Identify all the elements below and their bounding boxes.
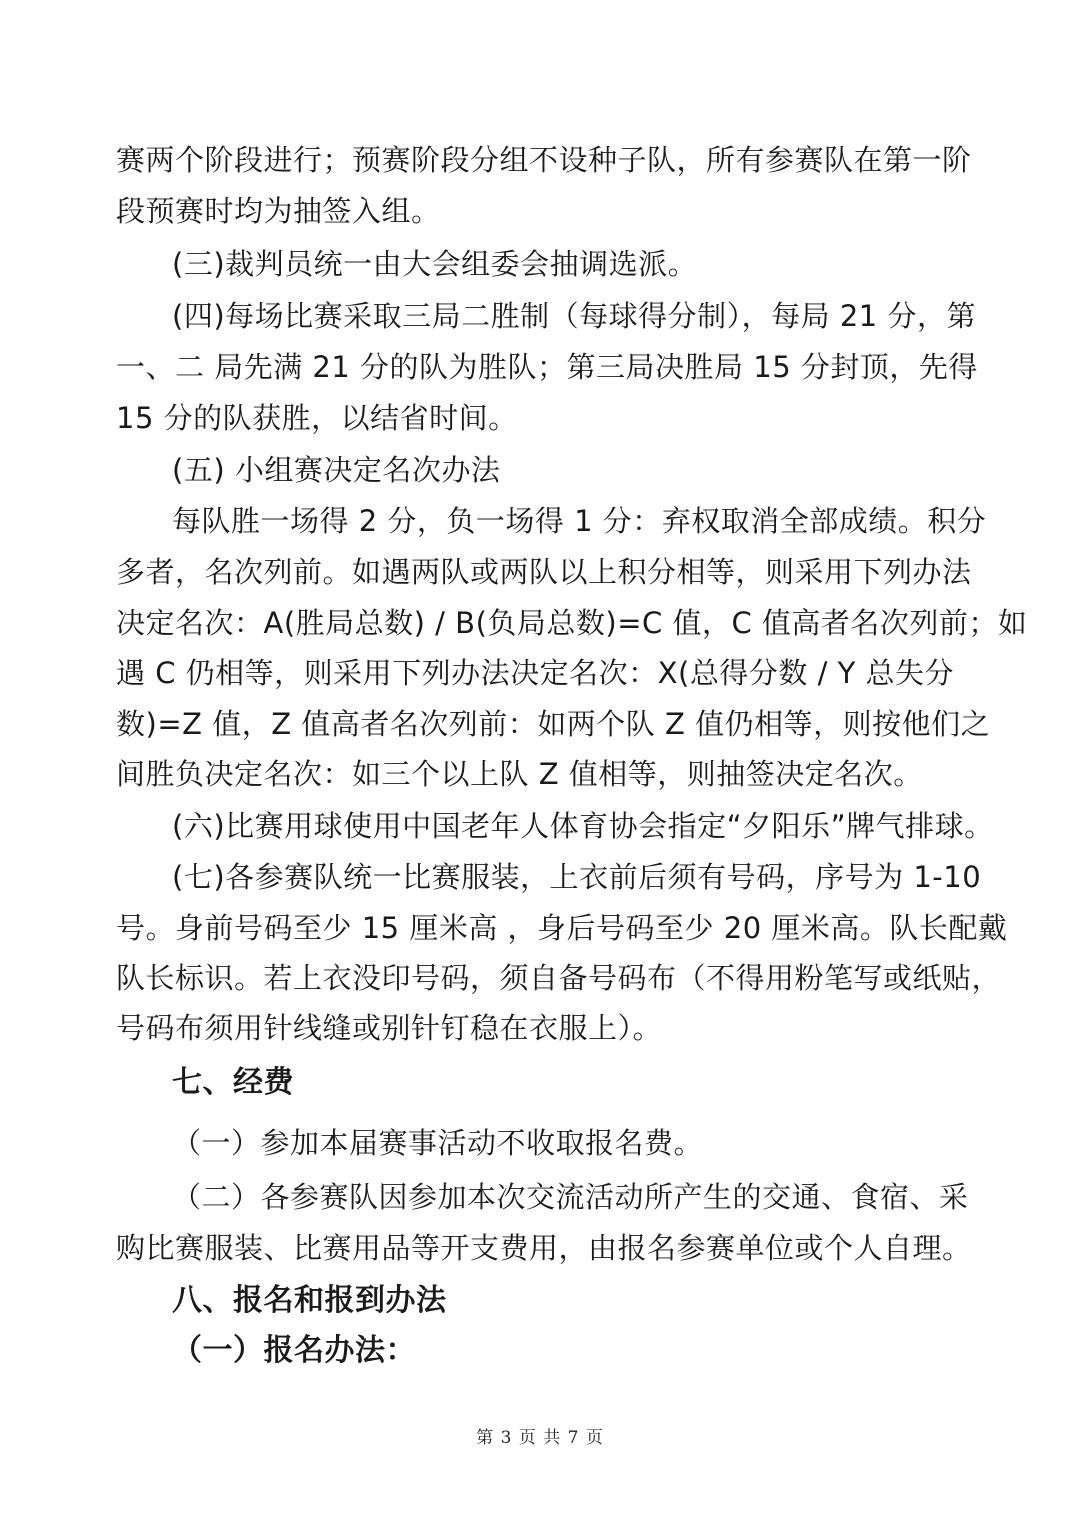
text-line: （二）各参赛队因参加本次交流活动所产生的交通、食宿、采 [172, 1180, 969, 1214]
text-line: 间胜负决定名次：如三个以上队 Z 值相等，则抽签决定名次。 [116, 757, 923, 791]
section-heading: 八、报名和报到办法 [172, 1283, 447, 1318]
text-line: 购比赛服装、比赛用品等开支费用，由报名参赛单位或个人自理。 [116, 1231, 972, 1265]
text-line: 每队胜一场得 2 分，负一场得 1 分：弃权取消全部成绩。积分 [172, 504, 987, 538]
text-line: (七)各参赛队统一比赛服装，上衣前后须有号码，序号为 1-10 [172, 860, 982, 894]
text-line: (五) 小组赛决定名次办法 [172, 453, 501, 487]
text-line: 数)=Z 值，Z 值高者名次列前：如两个队 Z 值仍相等，则按他们之 [116, 707, 991, 741]
text-line: 号。身前号码至少 15 厘米高 ，身后号码至少 20 厘米高。队长配戴 [116, 911, 1008, 945]
text-line: 多者，名次列前。如遇两队或两队以上积分相等，则采用下列办法 [116, 555, 972, 589]
text-line: 决定名次：A(胜局总数) / B(负局总数)=C 值，C 值高者名次列前；如 [116, 606, 1028, 640]
text-line: 段预赛时均为抽签入组。 [116, 194, 441, 228]
text-line: 15 分的队获胜，以结省时间。 [116, 401, 518, 435]
text-line: （一）参加本届赛事活动不收取报名费。 [172, 1126, 704, 1160]
text-line: 一、二 局先满 21 分的队为胜队；第三局决胜局 15 分封顶，先得 [116, 350, 978, 384]
subsection-heading: （一）报名办法： [172, 1333, 416, 1368]
text-line: 赛两个阶段进行；预赛阶段分组不设种子队，所有参赛队在第一阶 [116, 143, 972, 177]
text-line: 遇 C 仍相等，则采用下列办法决定名次：X(总得分数 / Y 总失分 [116, 656, 955, 690]
text-line: (四)每场比赛采取三局二胜制（每球得分制），每局 21 分，第 [172, 299, 976, 333]
text-line: 队长标识。若上衣没印号码，须自备号码布（不得用粉笔写或纸贴， [116, 961, 1002, 995]
text-line: (六)比赛用球使用中国老年人体育协会指定“夕阳乐”牌气排球。 [172, 809, 994, 843]
page-number: 第 3 页 共 7 页 [476, 1428, 604, 1448]
text-line: 号码布须用针线缝或别针钉稳在衣服上）。 [116, 1011, 663, 1045]
text-line: (三)裁判员统一由大会组委会抽调选派。 [172, 247, 698, 281]
section-heading: 七、经费 [172, 1065, 294, 1100]
